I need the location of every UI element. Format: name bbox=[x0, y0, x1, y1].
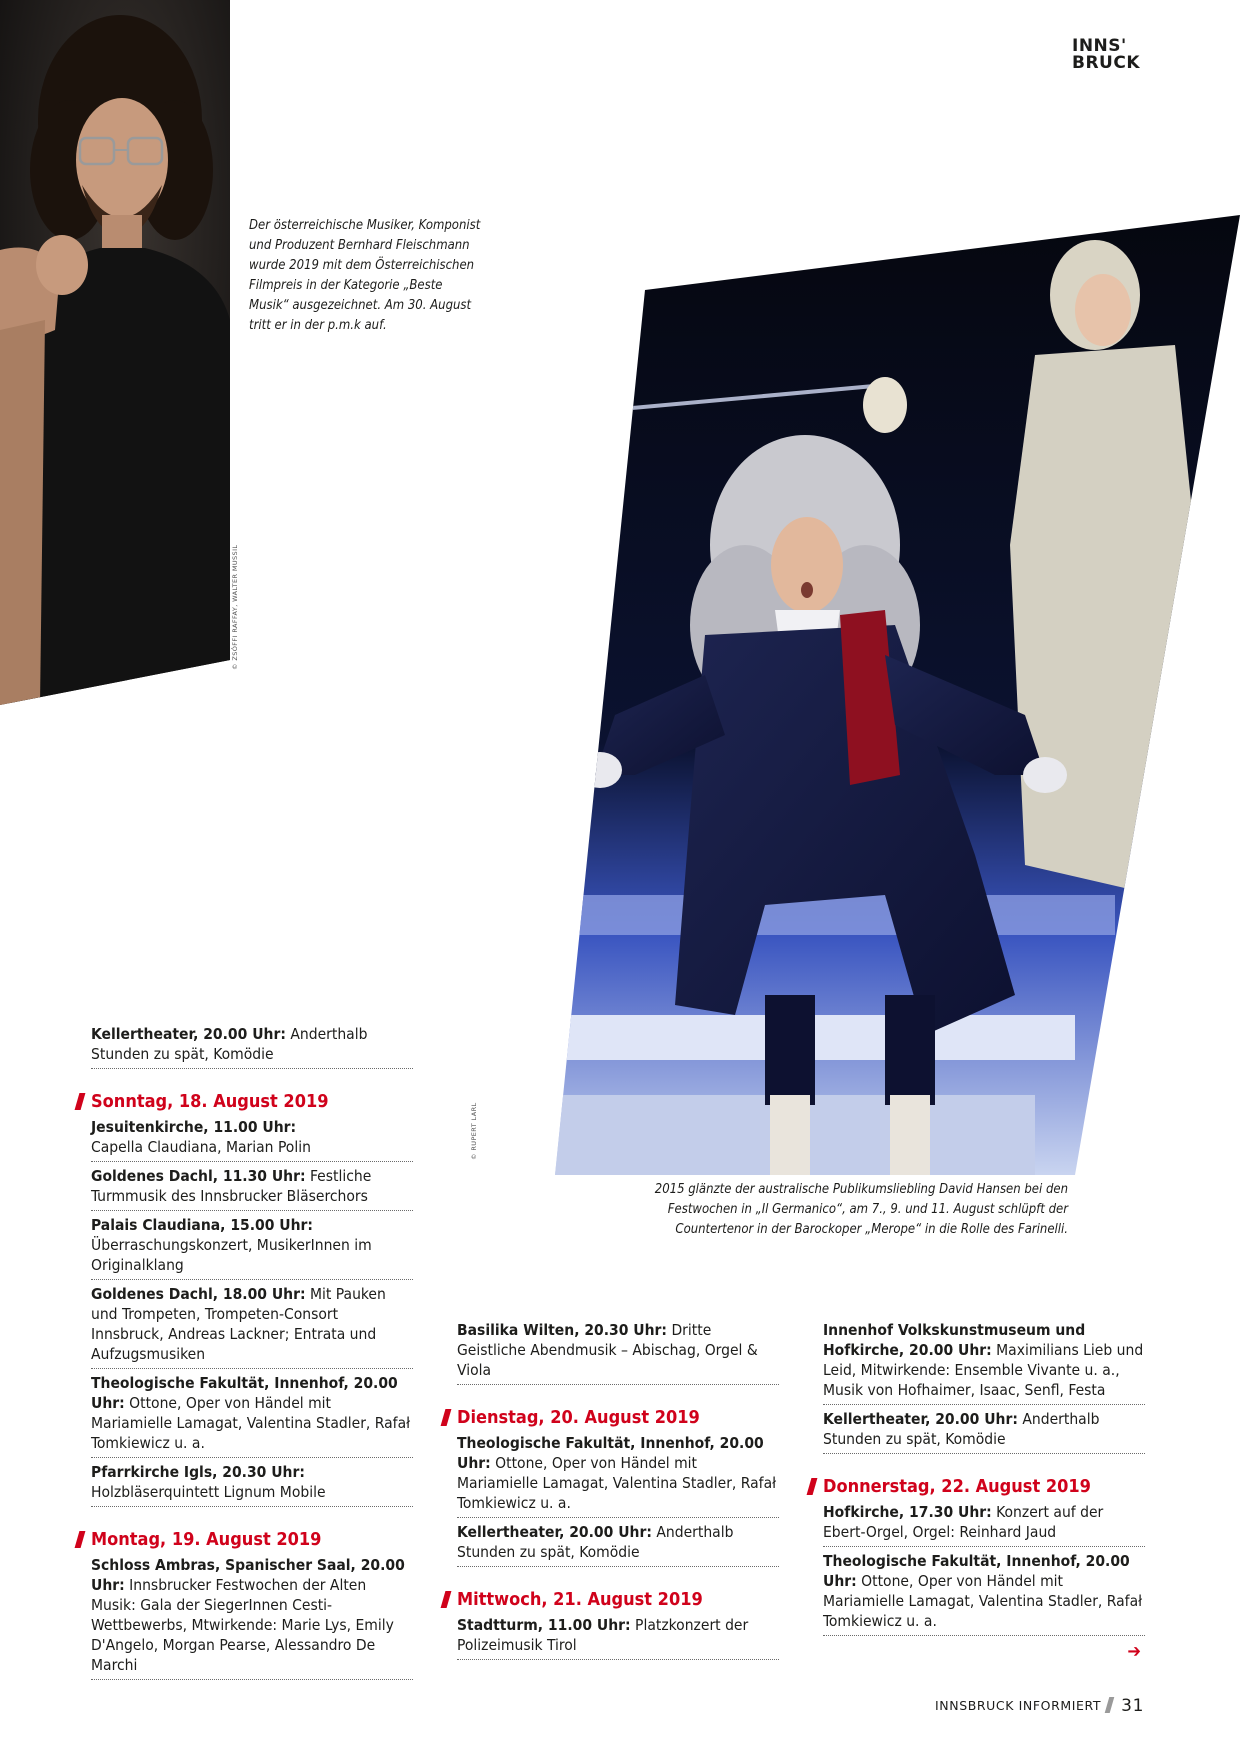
event-entry bbox=[823, 1551, 1145, 1636]
event-venue: Schloss Ambras, Spanischer Saal, 20.00 Uhr: bbox=[91, 1556, 405, 1594]
event-entry bbox=[91, 1024, 413, 1069]
opera-illustration bbox=[555, 215, 1240, 1175]
event-description: Ottone, Oper von Händel mit Mariamielle Lamagat, Valentina Stadler, Rafał Tomkiewicz u. a. bbox=[91, 1394, 411, 1452]
event-entry bbox=[91, 1462, 413, 1507]
event-venue: Theologische Fakultät, Innenhof, 20.00 Uhr: bbox=[91, 1374, 398, 1412]
event-description: Mit Pauken und Trompeten, Trompeten-Consort Innsbruck, Andreas Lackner; Entrata und Aufzugsmusiken bbox=[91, 1285, 386, 1363]
event-description: Festliche Turmmusik des Innsbrucker Bläserchors bbox=[91, 1167, 372, 1205]
calendar-column-3 bbox=[823, 1320, 1145, 1662]
photo1-credit: © ZSÓFFI RAFFAY, WALTER MUSSIL bbox=[231, 544, 239, 670]
slash-mark-icon bbox=[441, 1409, 452, 1426]
photo-opera-stage bbox=[555, 215, 1240, 1175]
event-entry bbox=[457, 1320, 779, 1385]
event-entry bbox=[457, 1522, 779, 1567]
event-description: Anderthalb Stunden zu spät, Komödie bbox=[457, 1523, 734, 1561]
event-entry bbox=[91, 1373, 413, 1458]
photo1-caption: Der österreichische Musiker, Komponist und Produzent Bernhard Fleischmann wurde 2019 mit dem Österreichischen Filmpreis in der Kategorie „Beste Musik“ ausgezeichnet. Am 30. August tritt er in der p.m.k auf. bbox=[249, 218, 481, 333]
portrait-illustration bbox=[0, 0, 230, 705]
event-description: Maximilians Lieb und Leid, Mitwirkende: Ensemble Vivante u. a., Musik von Hofhaimer, Isaac, Senfl, Festa bbox=[823, 1341, 1144, 1399]
event-description: Konzert auf der Ebert-Orgel, Orgel: Reinhard Jaud bbox=[823, 1503, 1104, 1541]
event-description: Überraschungskonzert, MusikerInnen im Originalklang bbox=[91, 1236, 372, 1274]
event-description: Innsbrucker Festwochen der Alten Musik: Gala der SiegerInnen Cesti-Wettbewerbs, Mtwirkende: Marie Lys, Emily D'Angelo, Morgan Pearse, Alessandro De Marchi bbox=[91, 1576, 394, 1674]
event-venue: Kellertheater, 20.00 Uhr: bbox=[457, 1523, 652, 1541]
event-description: Ottone, Oper von Händel mit Mariamielle Lamagat, Valentina Stadler, Rafał Tomkiewicz u. a. bbox=[457, 1454, 777, 1512]
event-venue: Jesuitenkirche, 11.00 Uhr: bbox=[91, 1118, 297, 1136]
event-entry bbox=[457, 1615, 779, 1660]
slash-mark-icon bbox=[807, 1478, 818, 1495]
event-venue: Goldenes Dachl, 11.30 Uhr: bbox=[91, 1167, 306, 1185]
day-heading: Donnerstag, 22. August 2019 bbox=[823, 1476, 1145, 1498]
event-description: Ottone, Oper von Händel mit Mariamielle Lamagat, Valentina Stadler, Rafał Tomkiewicz u. a. bbox=[823, 1572, 1143, 1630]
innsbruck-logo bbox=[1072, 38, 1222, 72]
slash-mark-icon bbox=[75, 1093, 86, 1110]
calendar-column-1 bbox=[91, 1024, 413, 1684]
event-description: Capella Claudiana, Marian Polin bbox=[91, 1138, 311, 1156]
photo2-caption: 2015 glänzte der australische Publikumsliebling David Hansen bei den Festwochen in „Il Germanico“, am 7., 9. und 11. August schlüpft der Countertenor in der Barockoper „Merope“ in die Rolle des Farinelli. bbox=[654, 1182, 1068, 1237]
day-heading: Montag, 19. August 2019 bbox=[91, 1529, 413, 1551]
photo-musician-portrait bbox=[0, 0, 230, 705]
day-heading: Sonntag, 18. August 2019 bbox=[91, 1091, 413, 1113]
event-entry bbox=[823, 1409, 1145, 1454]
event-venue: Kellertheater, 20.00 Uhr: bbox=[91, 1025, 286, 1043]
event-description: Anderthalb Stunden zu spät, Komödie bbox=[91, 1025, 368, 1063]
logo-line-2: BRUCK bbox=[1072, 53, 1141, 73]
event-venue: Theologische Fakultät, Innenhof, 20.00 Uhr: bbox=[457, 1434, 764, 1472]
slash-mark-icon bbox=[441, 1591, 452, 1608]
event-entry bbox=[823, 1320, 1145, 1405]
event-venue: Goldenes Dachl, 18.00 Uhr: bbox=[91, 1285, 306, 1303]
event-entry bbox=[457, 1433, 779, 1518]
photo2-credit: © RUPERT LARL bbox=[470, 1102, 478, 1160]
continue-arrow-icon[interactable]: ➔ bbox=[1127, 1641, 1141, 1662]
day-heading: Dienstag, 20. August 2019 bbox=[457, 1407, 779, 1429]
event-venue: Innenhof Volkskunstmuseum und Hofkirche, 20.00 Uhr: bbox=[823, 1321, 1086, 1359]
logo-line-1: INNS' bbox=[1072, 36, 1127, 56]
event-venue: Kellertheater, 20.00 Uhr: bbox=[823, 1410, 1018, 1428]
day-heading: Mittwoch, 21. August 2019 bbox=[457, 1589, 779, 1611]
event-entry bbox=[91, 1215, 413, 1280]
publication-name: INNSBRUCK INFORMIERT bbox=[935, 1698, 1102, 1713]
calendar-column-2 bbox=[457, 1320, 779, 1664]
event-entry bbox=[823, 1502, 1145, 1547]
page-footer bbox=[935, 1696, 1225, 1716]
event-description: Anderthalb Stunden zu spät, Komödie bbox=[823, 1410, 1100, 1448]
event-entry bbox=[91, 1166, 413, 1211]
event-venue: Hofkirche, 17.30 Uhr: bbox=[823, 1503, 992, 1521]
event-venue: Basilika Wilten, 20.30 Uhr: bbox=[457, 1321, 668, 1339]
event-entry bbox=[91, 1284, 413, 1369]
event-venue: Theologische Fakultät, Innenhof, 20.00 Uhr: bbox=[823, 1552, 1130, 1590]
event-entry bbox=[91, 1117, 413, 1162]
event-entry bbox=[91, 1555, 413, 1680]
footer-slash-icon bbox=[1105, 1697, 1115, 1713]
event-description: Dritte Geistliche Abendmusik – Abischag, Orgel & Viola bbox=[457, 1321, 758, 1379]
event-venue: Pfarrkirche Igls, 20.30 Uhr: bbox=[91, 1463, 305, 1481]
slash-mark-icon bbox=[75, 1531, 86, 1548]
event-venue: Palais Claudiana, 15.00 Uhr: bbox=[91, 1216, 313, 1234]
event-description: Platzkonzert der Polizeimusik Tirol bbox=[457, 1616, 749, 1654]
event-venue: Stadtturm, 11.00 Uhr: bbox=[457, 1616, 631, 1634]
event-description: Holzbläserquintett Lignum Mobile bbox=[91, 1483, 326, 1501]
page-number: 31 bbox=[1121, 1696, 1145, 1716]
